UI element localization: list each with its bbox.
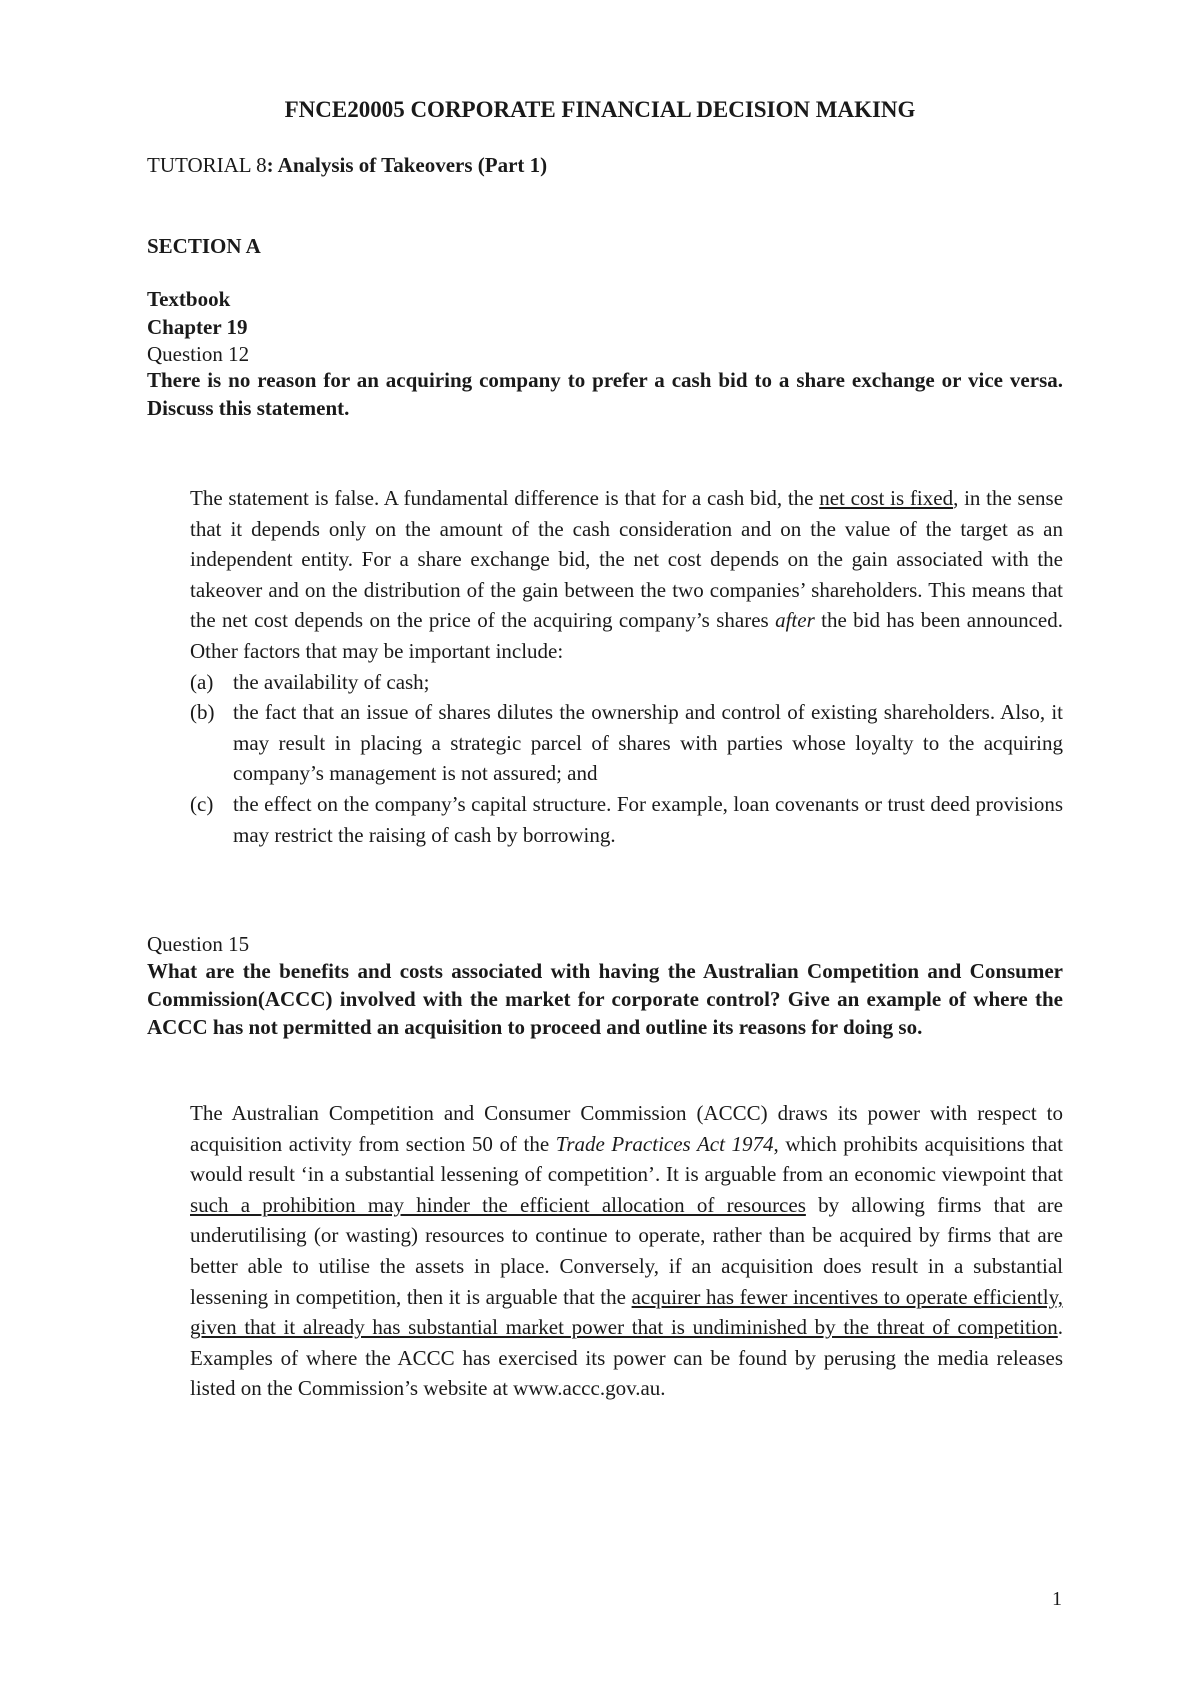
answer-text: . Examples of where the ACCC has exercised its power can be found by perusing the media releases listed on the Commission’s website at www.accc.gov.au.: [190, 1315, 1063, 1401]
question-15-label: Question 15: [147, 932, 250, 956]
list-marker: (c): [190, 791, 214, 816]
question-15-answer: [190, 1098, 1063, 1404]
list-marker: (a): [190, 669, 214, 694]
section-heading: SECTION A: [147, 234, 261, 258]
question-12-answer-paragraph: [190, 483, 1063, 667]
page-number: 1: [1052, 1588, 1062, 1610]
answer-text: The statement is false. A fundamental difference is that for a cash bid, the: [190, 486, 820, 510]
answer-text: , in the sense that it depends only on the amount of the cash consideration and on the value of the target as an independent entity. For a share exchange bid, the net cost depends on the gain associated with the takeover and on the distribution of the gain between the two companies’ shareholders. This means that the net cost depends on the price of the acquiring company’s shares: [190, 486, 1064, 633]
answer-italic-text: Trade Practices Act 1974: [555, 1131, 774, 1156]
question-15-prompt: What are the benefits and costs associated with having the Australian Competition and Consumer Commission(ACCC) involved with the market for corporate control? Give an example of where the ACCC has not permitted an acquisition to proceed and outline its reasons for doing so.: [147, 959, 1063, 1039]
question-12-prompt: There is no reason for an acquiring company to prefer a cash bid to a share exchange or vice versa. Discuss this statement.: [147, 368, 1063, 420]
course-title: FNCE20005 CORPORATE FINANCIAL DECISION MAKING: [284, 97, 916, 122]
list-item: [190, 789, 1063, 850]
textbook-label: Textbook: [147, 287, 231, 311]
list-item: [190, 667, 1063, 698]
tutorial-title: : Analysis of Takeovers (Part 1): [266, 153, 548, 177]
answer-text: by allowing firms that are underutilising (or wasting) resources to continue to operate, rather than be acquired by firms that are better able to utilise the assets in place. Conversely, if an acquisition does result in a substantial lessening in competition, then it is arguable that the: [190, 1192, 1063, 1309]
answer-text: , which prohibits acquisitions that would result ‘in a substantial lessening of competition’. It is arguable from an economic viewpoint that: [190, 1131, 1063, 1187]
question-12-answer: [190, 483, 1063, 850]
list-marker: (b): [190, 700, 215, 725]
answer-text: The Australian Competition and Consumer Commission (ACCC) draws its power with respect to acquisition activity from section 50 of the: [190, 1101, 1063, 1156]
textbook-reference: [147, 285, 248, 341]
list-item-text: the effect on the company’s capital structure. For example, loan covenants or trust deed provisions may restrict the raising of cash by borrowing.: [233, 791, 1063, 847]
list-item-text: the fact that an issue of shares dilutes the ownership and control of existing shareholders. Also, it may result in placing a strategic parcel of shares with parties whose loyalty to the acquiring company’s management is not assured; and: [233, 700, 1063, 786]
question-12-label: Question 12: [147, 342, 250, 366]
answer-underlined-text: acquirer has fewer incentives to operate efficiently, given that it already has substantial market power that is undiminished by the threat of competition: [190, 1284, 1063, 1340]
tutorial-label: TUTORIAL 8: [147, 153, 267, 177]
question-15-answer-paragraph: [190, 1098, 1063, 1404]
answer-underlined-text: net cost is fixed: [819, 486, 954, 510]
list-item: [190, 697, 1063, 789]
chapter-label: Chapter 19: [147, 315, 248, 339]
answer-underlined-text: such a prohibition may hinder the efficient allocation of resources: [190, 1192, 806, 1217]
list-item-text: the availability of cash;: [233, 669, 430, 694]
answer-italic-text: after: [775, 608, 815, 633]
tutorial-heading: [147, 150, 547, 181]
factors-list: [190, 667, 1063, 851]
answer-text: the bid has been announced. Other factors that may be important include:: [190, 608, 1063, 663]
